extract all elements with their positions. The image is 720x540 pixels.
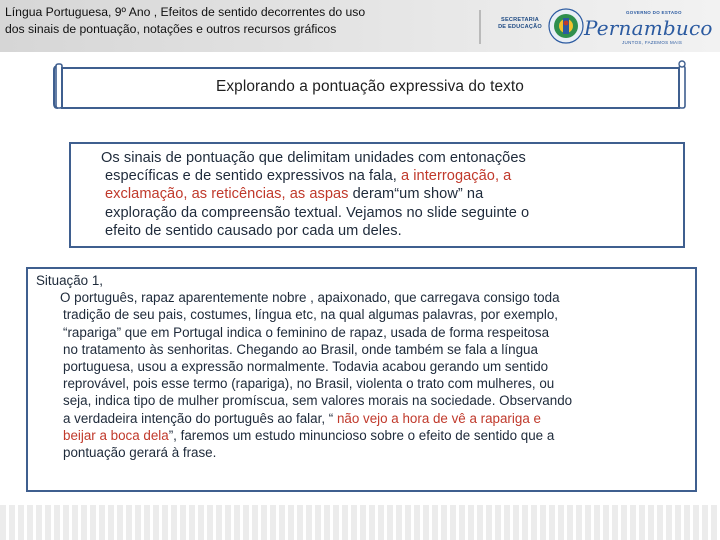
highlight-quote-1: não vejo a hora de vê a rapariga e — [336, 410, 541, 426]
brand-top-text: GOVERNO DO ESTADO — [626, 10, 682, 15]
header-title — [5, 4, 475, 38]
state-seal-icon — [549, 9, 583, 43]
situation-body — [36, 289, 689, 461]
situation-line-7: seja, indica tipo de mulher promíscua, sem valores morais na sociedade. Observando — [63, 393, 573, 409]
header-title-line-2: dos sinais de pontuação, notações e outros recursos gráficos — [5, 22, 337, 36]
highlight-quote-2: beijar a boca dela — [63, 427, 169, 443]
situation-line-1: O português, rapaz aparentemente nobre , apaixonado, que carregava consigo toda — [60, 290, 560, 306]
situation-line-4: no tratamento às senhoritas. Chegando ao Brasil, onde também se fala a língua — [63, 341, 538, 357]
situation-line-6: reprovável, pois esse termo (rapariga), no Brasil, violenta o trato com mulheres, ou — [63, 376, 555, 392]
header-title-line-1: Língua Portuguesa, 9º Ano , Efeitos de sentido decorrentes do uso — [5, 5, 366, 19]
bottom-stripes-decoration — [0, 505, 720, 540]
highlight-punctuation-2: exclamação, as reticências, as aspas — [105, 186, 349, 203]
brand-logo: Pernambuco — [584, 16, 713, 40]
banner-title: Explorando a pontuação expressiva do texto — [216, 78, 524, 95]
header-logos — [474, 4, 720, 48]
situation-line-5: portuguesa, usou a expressão normalmente. Todavia acabou gerando um sentido — [63, 359, 549, 375]
situation-text-box — [26, 267, 697, 492]
situation-line-3: “rapariga” que em Portugal indica o feminino de rapaz, usada de forma respeitosa — [63, 324, 550, 340]
situation-line-2: tradição de seu pais, costumes, língua etc, na qual algumas palavras, por exemplo, — [63, 307, 558, 323]
intro-line-1: Os sinais de pontuação que delimitam unidades com entonações — [101, 150, 526, 166]
situation-line-9: beijar a boca dela”, faremos um estudo minuncioso sobre o efeito de sentido que a — [63, 427, 555, 443]
highlight-punctuation-1: a interrogação, a — [400, 168, 512, 185]
intro-line-4: exploração da compreensão textual. Vejamos no slide seguinte o — [105, 204, 530, 221]
title-banner — [52, 60, 688, 110]
situation-line-10: pontuação gerará à frase. — [63, 445, 217, 461]
secretaria-logo-text: SECRETARIA DE EDUCAÇÃO — [498, 17, 542, 30]
situation-line-8: a verdadeira intenção do português ao falar, “ não vejo a hora de vê a rapariga e — [63, 410, 541, 426]
intro-line-2: específicas e de sentido expressivos na fala, a interrogação, a — [105, 168, 512, 185]
slide-header — [0, 0, 720, 52]
intro-line-3: exclamação, as reticências, as aspas deram“um show” na — [105, 186, 484, 203]
brand-tagline: JUNTOS, FAZEMOS MAIS — [622, 40, 683, 45]
situation-heading: Situação 1, — [36, 273, 103, 288]
intro-line-5: efeito de sentido causado por cada um deles. — [105, 222, 402, 239]
intro-text-box — [69, 142, 685, 248]
